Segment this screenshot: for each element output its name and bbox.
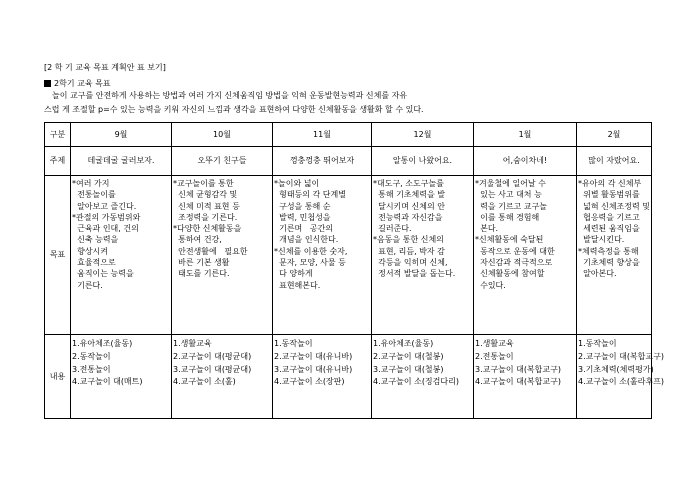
row-label-goal: 목표 [45,176,71,335]
theme-cell: 많이 자랐어요. [577,147,652,176]
theme-cell: 오뚜기 친구들 [172,147,273,176]
intro-line-1: 놀이 교구를 안전하게 사용하는 방법과 여러 가지 신체움직임 방법을 익혀 운동발현능력과 신체를 자유 [52,91,408,100]
content-cell: 1.생활교육 2.교구놀이 대(평균대) 3.교구놀이 대(평균대) 4.교구놀이 소(훌) [172,335,273,419]
goal-cell: *대도구, 소도구놀를 통해 기초체력을 발 달시키며 신체의 안 전능력과 자신감을 길러준다. *음동을 통한 신체의 표현, 리듬, 박자 감 각등을 익히며 신체, 정서적 발달을 돕는다. [372,176,474,335]
goal-cell: *유아의 각 신체부 위별 활동범위를 넓혀 신체조정력 및 협응력을 기르고 세련된 움직임을 발달시킨다. *체력측정을 통해 기초체력 향상을 알아본다. [577,176,652,335]
plan-table [44,122,664,419]
content-cell: 1.유아체조(율동) 2.동작놀이 3.전통놀이 4.교구놀이 대(매트) [71,335,172,419]
month-header: 10월 [172,123,273,147]
goal-cell: *겨울철에 일어날 수 있는 사고 대처 능 력을 기르고 교구놀 이를 통해 경험해 본다. *신체활동에 숙달된 동작으로 운동에 대한 자신감과 적극적으로 신체활동에 참여할 수있다. [474,176,577,335]
row-label-theme: 주제 [45,147,71,176]
content-cell: 1.동작놀이 2.교구놀이 대(복합교구) 3.기초체력(체력평가) 4.교구놀이 소(훌라후프) [577,335,652,419]
month-header: 1월 [474,123,577,147]
section-heading [44,78,111,89]
month-header: 12월 [372,123,474,147]
theme-row [45,147,652,176]
goal-cell: *놀이와 넓이 형태등의 각 단계별 구성을 통해 순 발력, 민첩성을 기른며 공간의 개념을 인식한다. *신체를 이용한 숫자, 문자, 모양, 사물 등 다 양하게 표현해본다. [273,176,372,335]
document-title: [2 학 기 교육 목표 계획안 표 보기] [44,63,166,72]
goal-cell: *교구놀이를 통한 신체 균형감각 및 신체 미적 표현 등 조정력을 기른다. *다양한 신체활동을 통하여 건강, 안전생활에 필요한 바른 기본 생활 태도를 기른다. [172,176,273,335]
goal-row [45,176,652,335]
square-bullet-icon [44,80,51,87]
month-header: 9월 [71,123,172,147]
goal-cell: *여러 가지 전통놀이를 알아보고 즐긴다. *관절의 가동범위와 근육과 인대, 건의 신축 능력을 향상시켜 효율적으로 움직이는 능력을 기른다. [71,176,172,335]
month-header: 11월 [273,123,372,147]
theme-cell: 알통이 나왔어요. [372,147,474,176]
content-cell: 1.동작놀이 2.교구놀이 대(유니바) 3.교구놀이 대(유니바) 4.교구놀이 소(장판) [273,335,372,419]
theme-cell: 데굴데굴 굴러보자. [71,147,172,176]
content-row [45,335,652,419]
month-header: 2월 [577,123,652,147]
theme-cell: 껑충껑충 뛰어보자 [273,147,372,176]
row-label-content: 내용 [45,335,71,419]
section-heading-text: 2학기 교육 목표 [54,79,111,88]
intro-line-2: 스럽 게 조절할 p=수 있는 능력을 키워 자신의 느낌과 생각을 표현하여 다양한 신체활동을 생활화 할 수 있다. [44,105,424,114]
month-row [45,123,652,147]
row-label-month: 구분 [45,123,71,147]
content-cell: 1.유아체조(율동) 2.교구놀이 대(철봉) 3.교구놀이 대(철봉) 4.교구놀이 소(징검다리) [372,335,474,419]
theme-cell: 어,숨이차네! [474,147,577,176]
content-cell: 1.생활교육 2.전통놀이 3.교구놀이 대(복합교구) 4.교구놀이 대(복합교구) [474,335,577,419]
